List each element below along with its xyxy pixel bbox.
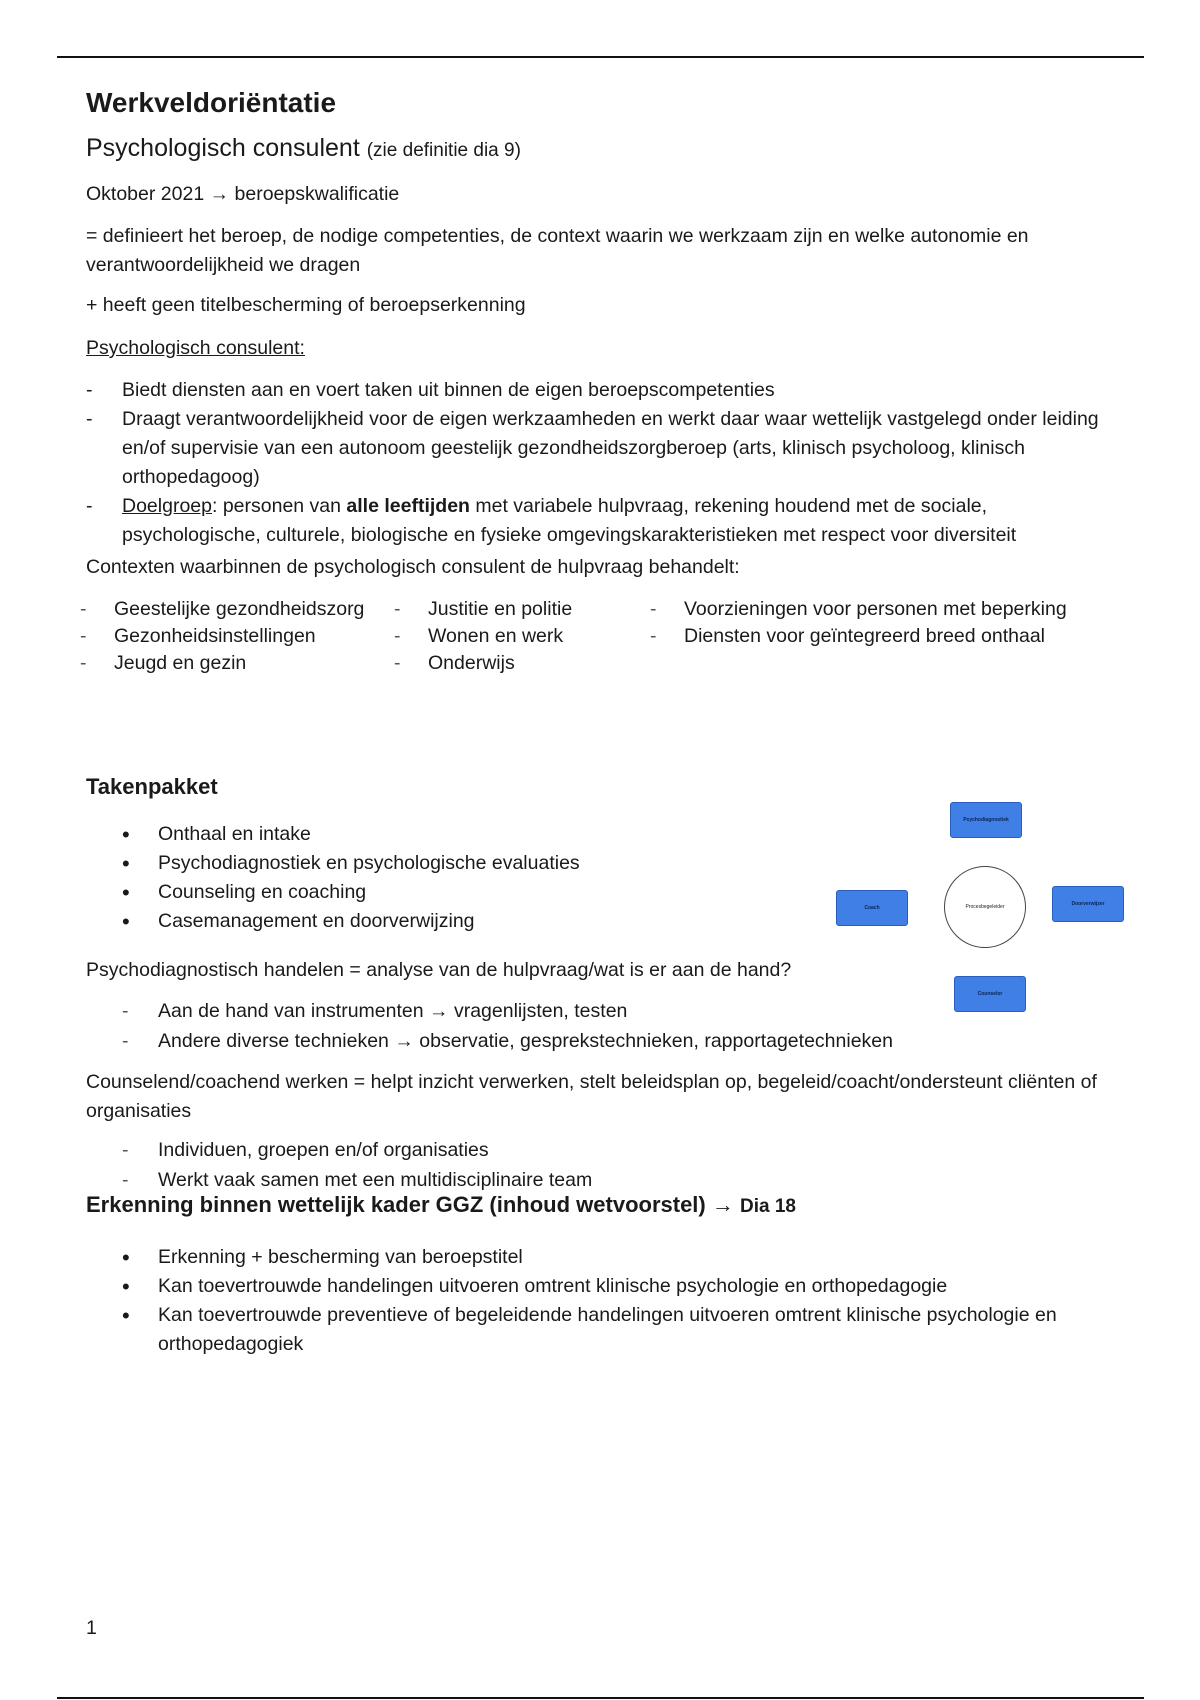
no-protection-line: + heeft geen titelbescherming of beroepserkenning [86,294,526,316]
doelgroep-label: Doelgroep [122,495,212,517]
consulent-heading: Psychologisch consulent: [86,337,305,359]
list-item: - Biedt diensten aan en voert taken uit binnen de eigen beroepscompetenties [86,376,1126,405]
diagram-box-right: Doorverwijzer [1052,886,1124,922]
contexts-col-2 [394,596,572,677]
contexts-col-1 [80,596,364,677]
erkenning-heading-text: Erkenning binnen wettelijk kader GGZ (inhoud wetvoorstel) [86,1192,706,1217]
doelgroep-post: met variabele hulpvraag, rekening houdend met de sociale, psychologische, culturele, biologische en fysieke omgevingskarakteristieken met respect voor diversiteit [122,495,1017,546]
page-title: Werkveldoriëntatie [86,87,337,118]
list-item: - Individuen, groepen en/of organisaties [122,1135,592,1165]
takenpakket-list [122,820,580,936]
list-item: - Gezonheidsinstellingen [80,623,364,650]
list-item: • Kan toevertrouwde preventieve of begeleidende handelingen uitvoeren omtrent klinische psychologie en orthopedagogiek [122,1301,1138,1359]
erkenning-heading [86,1190,796,1222]
arrow-icon: → [209,183,230,205]
list-item: • Casemanagement en doorverwijzing [122,907,580,936]
arrow-icon: → [394,1030,414,1052]
diagram-box-bottom: Counselor [954,976,1026,1012]
list-item: - Diensten voor geïntegreerd breed onthaal [650,623,1067,650]
list-item: • Erkenning + bescherming van beroepstitel [122,1243,1138,1272]
doelgroep-pre: : personen van [211,495,347,517]
diagram-center-circle: Procesbegeleider [944,866,1026,948]
date-line [86,180,1126,209]
contexts-col-3 [650,596,1067,650]
list-item: • Psychodiagnostiek en psychologische evaluaties [122,849,580,878]
top-rule [57,56,1144,58]
consulent-list [86,376,1126,550]
list-item: - Wonen en werk [394,623,572,650]
list-item-doelgroep [86,492,1126,550]
item-post: vragenlijsten, testen [453,1000,628,1022]
counselend-paragraph: Counselend/coachend werken = helpt inzicht verwerken, stelt beleidsplan op, begeleid/coacht/ondersteunt cliënten of organisaties [86,1071,1097,1122]
subtitle [86,126,1126,170]
list-item: - Werkt vaak samen met een multidisciplinaire team [122,1165,592,1195]
arrow-icon: → [711,1192,734,1217]
counselend-list [122,1135,592,1195]
arrow-icon: → [429,1000,449,1022]
erkenning-list [122,1243,1138,1359]
roles-diagram [834,800,1134,1022]
list-item [122,996,893,1026]
page-number: 1 [86,1617,97,1639]
definition-paragraph: = definieert het beroep, de nodige competenties, de context waarin we werkzaam zijn en welke autonomie en verantwoordelijkheid we dragen [86,225,1029,276]
list-item: - Jeugd en gezin [80,650,364,677]
contexts-intro: Contexten waarbinnen de psychologisch consulent de hulpvraag behandelt: [86,556,740,578]
qualification-text: beroepskwalificatie [234,183,400,205]
list-item [122,1026,893,1056]
list-item: - Voorzieningen voor personen met beperking [650,596,1067,623]
list-item: • Onthaal en intake [122,820,580,849]
item-pre: Andere diverse technieken [158,1030,389,1052]
list-item: - Draagt verantwoordelijkheid voor de eigen werkzaamheden en werkt daar waar wettelijk vastgelegd onder leiding en/of supervisie van een autonoom geestelijk gezondheidszorgberoep (arts, klinisch psycholoog, klinisch orthopedagoog) [86,405,1126,492]
doelgroep-bold: alle leeftijden [346,495,470,517]
item-pre: Aan de hand van instrumenten [158,1000,424,1022]
takenpakket-heading: Takenpakket [86,774,218,799]
bottom-rule [57,1697,1144,1699]
list-item: - Geestelijke gezondheidszorg [80,596,364,623]
psychodiag-paragraph: Psychodiagnostisch handelen = analyse van de hulpvraag/wat is er aan de hand? [86,959,792,981]
subtitle-main: Psychologisch consulent [86,134,360,162]
erkenning-heading-ref: Dia 18 [740,1196,796,1217]
diagram-box-top: Psychodiagnostiek [950,802,1022,838]
list-item: • Counseling en coaching [122,878,580,907]
list-item: - Onderwijs [394,650,572,677]
list-item: - Justitie en politie [394,596,572,623]
list-item: • Kan toevertrouwde handelingen uitvoeren omtrent klinische psychologie en orthopedagogie [122,1272,1138,1301]
item-post: observatie, gesprekstechnieken, rapportagetechnieken [419,1030,893,1052]
diagram-box-left: Coach [836,890,908,926]
subtitle-note: (zie definitie dia 9) [366,140,521,161]
date-text: Oktober 2021 [86,183,205,205]
psychodiag-list [122,996,893,1056]
